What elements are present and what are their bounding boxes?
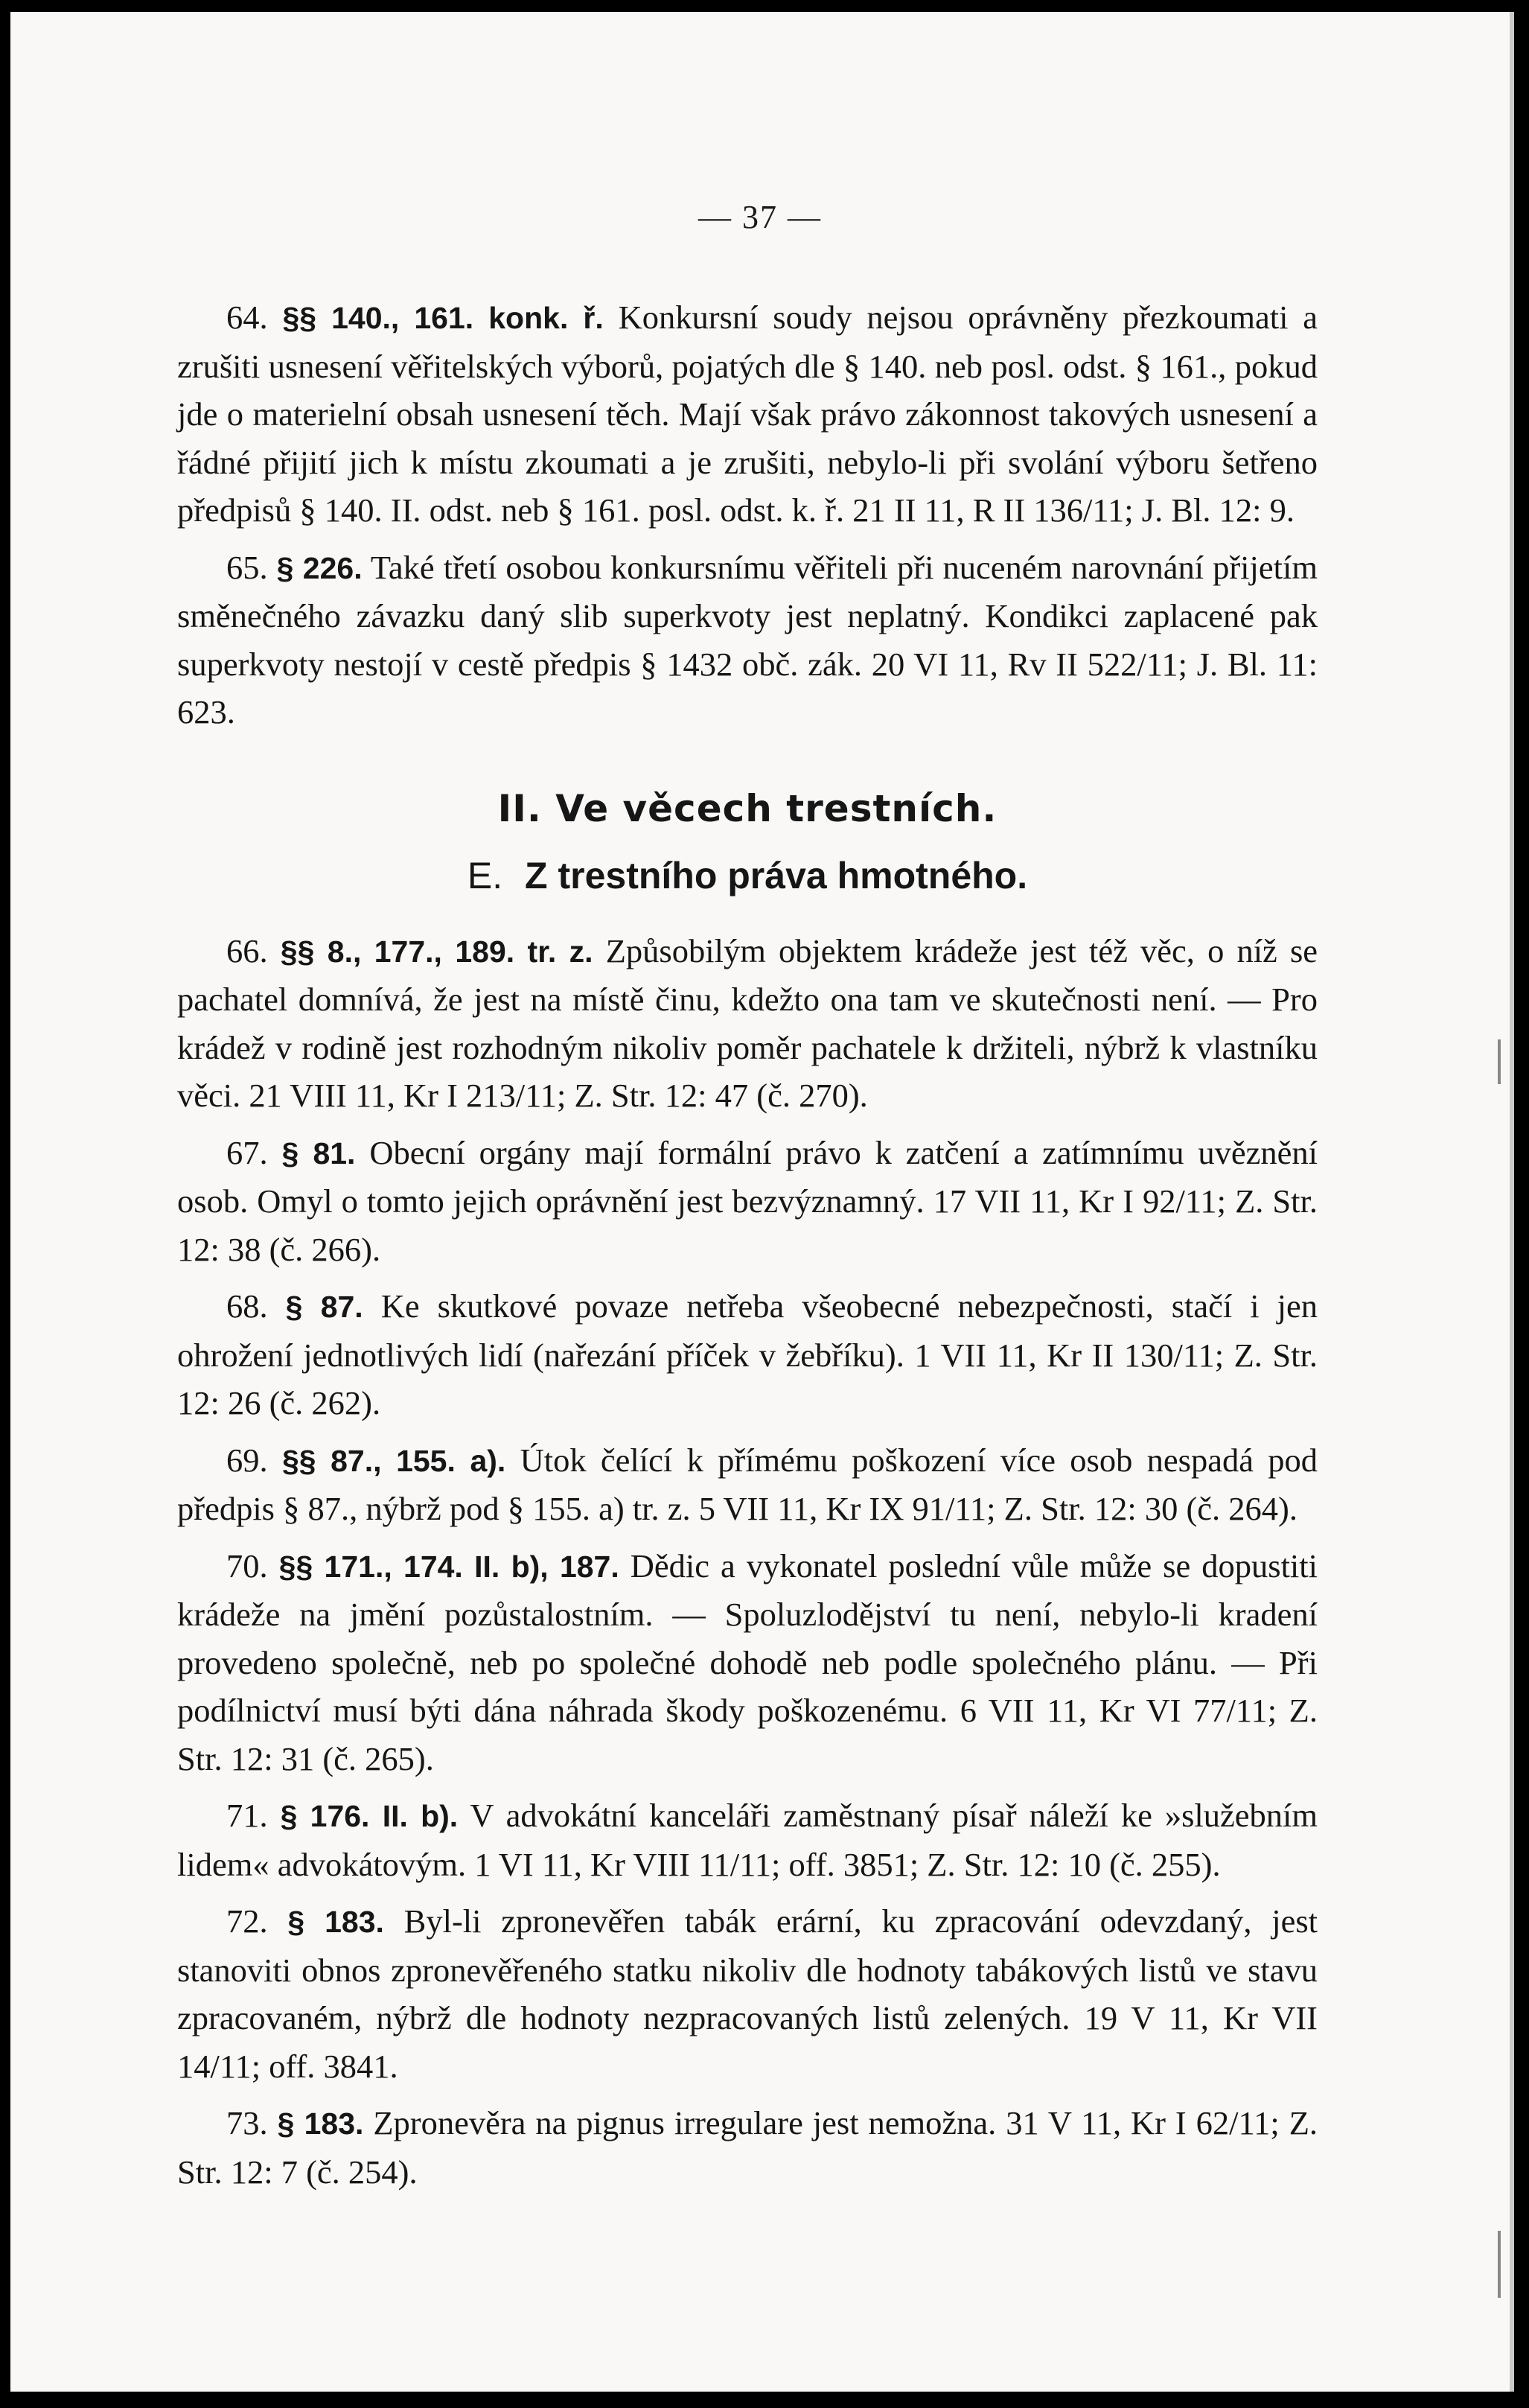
- entry-reference: § 87.: [285, 1290, 363, 1324]
- entry-text: Dědic a vykonatel poslední vůle může se dopustiti krádeže na jmění pozůstalostním. — Spoluzlodějství tu není, nebylo-li kradení provedeno společně, neb po společné dohodě neb podle společného plánu. — Při podílnictví musí býti dána náhrada škody poškozenému. 6 VII 11, Kr VI 77/11; Z. Str. 12: 31 (č. 265).: [177, 1547, 1318, 1777]
- entry-reference: §§ 140., 161. konk. ř.: [282, 301, 604, 335]
- entry-text: Útok čelící k přímému poškození více osob nespadá pod předpis § 87., nýbrž pod § 155. a) tr. z. 5 VII 11, Kr IX 91/11; Z. Str. 12: 30 (č. 264).: [177, 1441, 1318, 1527]
- entry-text: V advokátní kanceláři zaměstnaný písař náleží ke »služebním lidem« advokátovým. 1 VI 11, Kr VIII 11/11; off. 3851; Z. Str. 12: 10 (č. 255).: [177, 1797, 1318, 1883]
- entry-65: [177, 544, 1318, 736]
- entry-69: [177, 1436, 1318, 1533]
- entry-number: 66.: [226, 931, 268, 969]
- subsection-text: Z trestního práva hmotného.: [525, 854, 1028, 896]
- entry-number: 65.: [226, 548, 268, 586]
- entry-66: [177, 927, 1318, 1120]
- page-body: [177, 293, 1318, 2205]
- subsection-letter: E.: [467, 854, 503, 896]
- page-number: — 37 —: [698, 199, 822, 235]
- entry-70: [177, 1542, 1318, 1783]
- entry-text: Způsobilým objektem krádeže jest též věc, o níž se pachatel domnívá, že jest na místě činu, kdežto ona tam ve skutečnosti není. — Pro krádež v rodině jest rozhodným nikoliv poměr pachatele k držiteli, nýbrž k vlastníku věci. 21 VIII 11, Kr I 213/11; Z. Str. 12: 47 (č. 270).: [177, 931, 1318, 1114]
- entry-text: Obecní orgány mají formální právo k zatčení a zatímnímu uvěznění osob. Omyl o tomto jejich oprávnění jest bezvýznamný. 17 VII 11, Kr I 92/11; Z. Str. 12: 38 (č. 266).: [177, 1133, 1318, 1268]
- entry-reference: § 176. II. b).: [280, 1799, 459, 1833]
- entry-71: [177, 1791, 1318, 1888]
- entry-number: 67.: [226, 1133, 268, 1171]
- entry-reference: § 183.: [287, 1905, 384, 1939]
- entry-72: [177, 1897, 1318, 2090]
- entry-text: Konkursní soudy nejsou oprávněny přezkoumati a zrušiti usnesení věřitelských výborů, pojatých dle § 140. neb posl. odst. § 161., pokud jde o materielní obsah usnesení těch. Mají však právo zákonnost takových usnesení a řádné přijití jich k místu zkoumati a je zrušiti, nebylo-li při svolání výboru šetřeno předpisů § 140. II. odst. neb § 161. posl. odst. k. ř. 21 II 11, R II 136/11; J. Bl. 12: 9.: [177, 299, 1318, 529]
- entry-number: 71.: [226, 1797, 268, 1834]
- entry-reference: §§ 171., 174. II. b), 187.: [278, 1549, 619, 1584]
- scanned-page: [10, 12, 1514, 2392]
- entry-68: [177, 1282, 1318, 1427]
- entry-reference: §§ 87., 155. a).: [281, 1443, 506, 1478]
- entry-73: [177, 2099, 1318, 2196]
- entry-reference: § 226.: [276, 550, 363, 585]
- entry-64: [177, 293, 1318, 535]
- entry-reference: § 183.: [277, 2106, 364, 2141]
- entry-text: Zpronevěra na pignus irregulare jest nemožna. 31 V 11, Kr I 62/11; Z. Str. 12: 7 (č. 254).: [177, 2104, 1318, 2191]
- entry-number: 70.: [226, 1547, 268, 1584]
- subsection-title: [177, 850, 1318, 902]
- entry-text: Ke skutkové povaze netřeba všeobecné nebezpečnosti, stačí i jen ohrožení jednotlivých lidí (nařezání příček v žebříku). 1 VII 11, Kr II 130/11; Z. Str. 12: 26 (č. 262).: [177, 1287, 1318, 1421]
- section-title: II. Ve věcech trestních.: [497, 786, 997, 830]
- entry-reference: § 81.: [281, 1135, 356, 1170]
- entry-text: Také třetí osobou konkursnímu věřiteli při nuceném narovnání přijetím směnečného závazku daný slib superkvoty jest neplatný. Kondikci zaplacené pak superkvoty nestojí v cestě předpis § 1432 obč. zák. 20 VI 11, Rv II 522/11; J. Bl. 11: 623.: [177, 548, 1318, 730]
- scan-edge-mark: [1498, 2231, 1501, 2298]
- entry-number: 64.: [226, 299, 268, 336]
- entry-number: 72.: [226, 1902, 268, 1940]
- entry-number: 73.: [226, 2104, 268, 2141]
- scan-edge-mark: [1498, 1039, 1501, 1084]
- entry-number: 68.: [226, 1287, 268, 1325]
- entry-number: 69.: [226, 1441, 268, 1479]
- entry-67: [177, 1129, 1318, 1274]
- entry-text: Byl-li zpronevěřen tabák erární, ku zpracování odevzdaný, jest stanoviti obnos zpronevěřeného statku nikoliv dle hodnoty tabákových listů ve stavu zpracovaném, nýbrž dle hodnoty nezpracovaných listů zelených. 19 V 11, Kr VII 14/11; off. 3841.: [177, 1902, 1318, 2085]
- entry-reference: §§ 8., 177., 189. tr. z.: [280, 934, 593, 969]
